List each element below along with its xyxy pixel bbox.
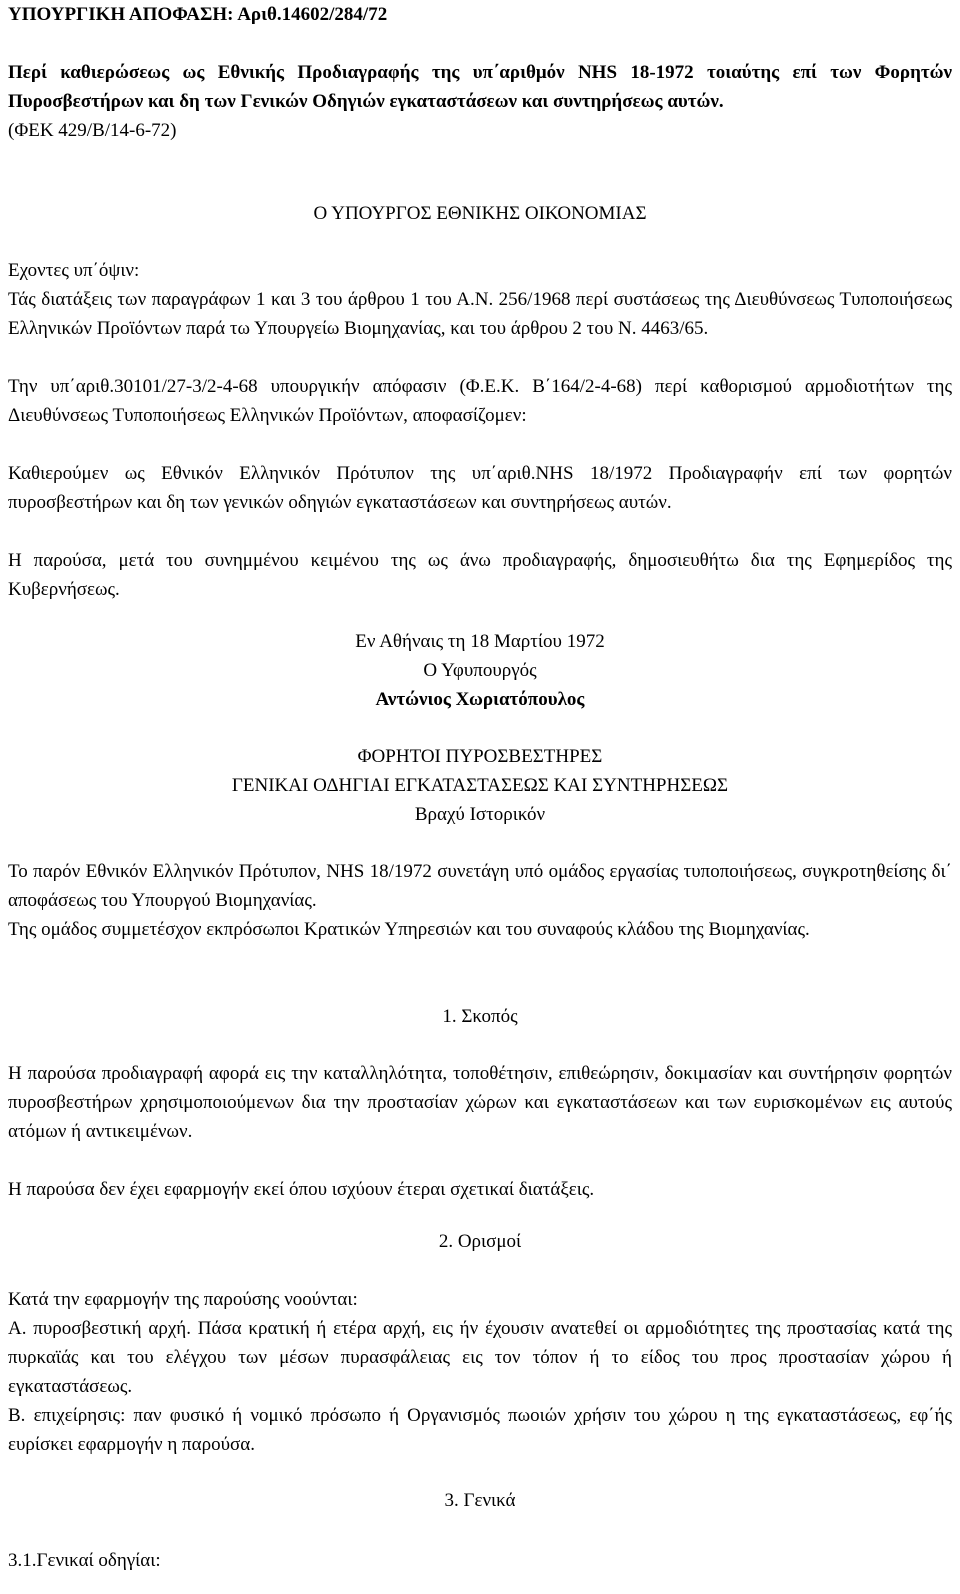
considering-label: Εχοντες υπ΄όψιν: xyxy=(8,260,140,281)
recital-paragraph: Την υπ΄αριθ.30101/27-3/2-4-68 υπουργικήν απόφασιν (Φ.Ε.Κ. Β΄164/2-4-68) περί καθορισμού αρμοδιοτήτων της Διευθύνσεως Τυποποιήσεως Ελληνικών Προϊόντων, αποφασίζομεν: xyxy=(8,376,952,426)
ruling-paragraph: Καθιερούμεν ως Εθνικόν Ελληνικόν Πρότυπον της υπ΄αριθ.NHS 18/1972 Προδιαγραφήν επί των φορητών πυροσβεστήρων και δη των γενικών οδηγιών εγκαταστάσεων και συντηρήσεως αυτών. xyxy=(8,463,952,513)
issuing-authority: Ο ΥΠΟΥΡΓΟΣ ΕΘΝΙΚΗΣ ΟΙΚΟΝΟΜΙΑΣ xyxy=(313,203,647,224)
section-1-paragraph: Η παρούσα προδιαγραφή αφορά εις την καταλληλότητα, τοποθέτησιν, επιθεώρησιν, δοκιμασίαν και συντήρησιν φορητών πυροσβεστήρων χρησιμοποιούμενων δια την προστασίαν χώρων και εγκαταστάσεων και των ευρισκομένων εις αυτούς ατόμων ή αντικειμένων. xyxy=(8,1063,952,1142)
section-1-title: 1. Σκοπός xyxy=(442,1006,518,1027)
signature-name: Αντώνιος Χωριατόπουλος xyxy=(375,689,585,710)
definition-item: Β. επιχείρησις: παν φυσικό ή νομικό πρόσωπο ή Οργανισμός πωοιών χρήσιν του χώρου η της εγκαταστάσεως, εφ΄ής ευρίσκει εφαρμογήν η παρούσα. xyxy=(8,1405,952,1455)
standard-subheading: ΓΕΝΙΚΑΙ ΟΔΗΓΙΑΙ ΕΓΚΑΤΑΣΤΑΣΕΩΣ ΚΑΙ ΣΥΝΤΗΡΗΣΕΩΣ xyxy=(231,775,729,796)
definition-item: Α. πυροσβεστική αρχή. Πάσα κρατική ή ετέρα αρχή, εις ήν έχουσιν ανατεθεί οι αρμοδιότητες της προστασίας κατά της πυρκαϊάς και του ελέγχου των μέσων πυρασφάλειας εις τον τόπον ή το είδος του προς προστασίαν χώρου ή εγκαταστάσεως. xyxy=(8,1318,952,1397)
decision-subject: Περί καθιερώσεως ως Εθνικής Προδιαγραφής της υπ΄αριθμόν NHS 18-1972 τοιαύτης επί των Φορητών Πυροσβεστήρων και δη των Γενικών Οδηγιών εγκαταστάσεων και συντηρήσεως αυτών. xyxy=(8,62,952,112)
section-2-intro: Κατά την εφαρμογήν της παρούσης νοούνται: xyxy=(8,1289,358,1310)
section-1-paragraph: Η παρούσα δεν έχει εφαρμογήν εκεί όπου ισχύουν έτεραι σχετικαί διατάξεις. xyxy=(8,1179,595,1200)
signature-place-date: Εν Αθήναις τη 18 Μαρτίου 1972 xyxy=(355,631,605,652)
history-paragraph: Το παρόν Εθνικόν Ελληνικόν Πρότυπον, NHS 18/1972 συνετάγη υπό ομάδος εργασίας τυποποιήσεως, συγκροτηθείσης δι΄ αποφάσεως του Υπουργού Βιομηχανίας. xyxy=(8,861,952,911)
section-2-title: 2. Ορισμοί xyxy=(438,1231,522,1252)
decision-title: ΥΠΟΥΡΓΙΚΗ ΑΠΟΦΑΣΗ: Αριθ.14602/284/72 xyxy=(8,4,388,25)
recital-paragraph: Τάς διατάξεις των παραγράφων 1 και 3 του άρθρου 1 του Α.Ν. 256/1968 περί συστάσεως της Διευθύνσεως Τυποποιήσεως Ελληνικών Προϊόντων παρά τω Υπουργείω Βιομηχανίας, και του άρθρου 2 του Ν. 4463/65. xyxy=(8,289,952,339)
history-paragraph: Της ομάδος συμμετέσχον εκπρόσωποι Κρατικών Υπηρεσιών και του συναφούς κλάδου της Βιομηχανίας. xyxy=(8,919,810,940)
standard-heading: ΦΟΡΗΤΟΙ ΠΥΡΟΣΒΕΣΤΗΡΕΣ xyxy=(357,746,603,767)
history-heading: Βραχύ Ιστορικόν xyxy=(414,804,546,825)
gazette-reference: (ΦΕΚ 429/Β/14-6-72) xyxy=(8,120,177,141)
section-3-title: 3. Γενικά xyxy=(444,1490,516,1511)
subsection-3-1-title: 3.1.Γενικαί οδηγίαι: xyxy=(8,1550,161,1571)
ruling-paragraph: Η παρούσα, μετά του συνημμένου κειμένου της ως άνω προδιαγραφής, δημοσιευθήτω δια της Εφημερίδος της Κυβερνήσεως. xyxy=(8,550,952,600)
signature-role: Ο Υφυπουργός xyxy=(423,660,537,681)
